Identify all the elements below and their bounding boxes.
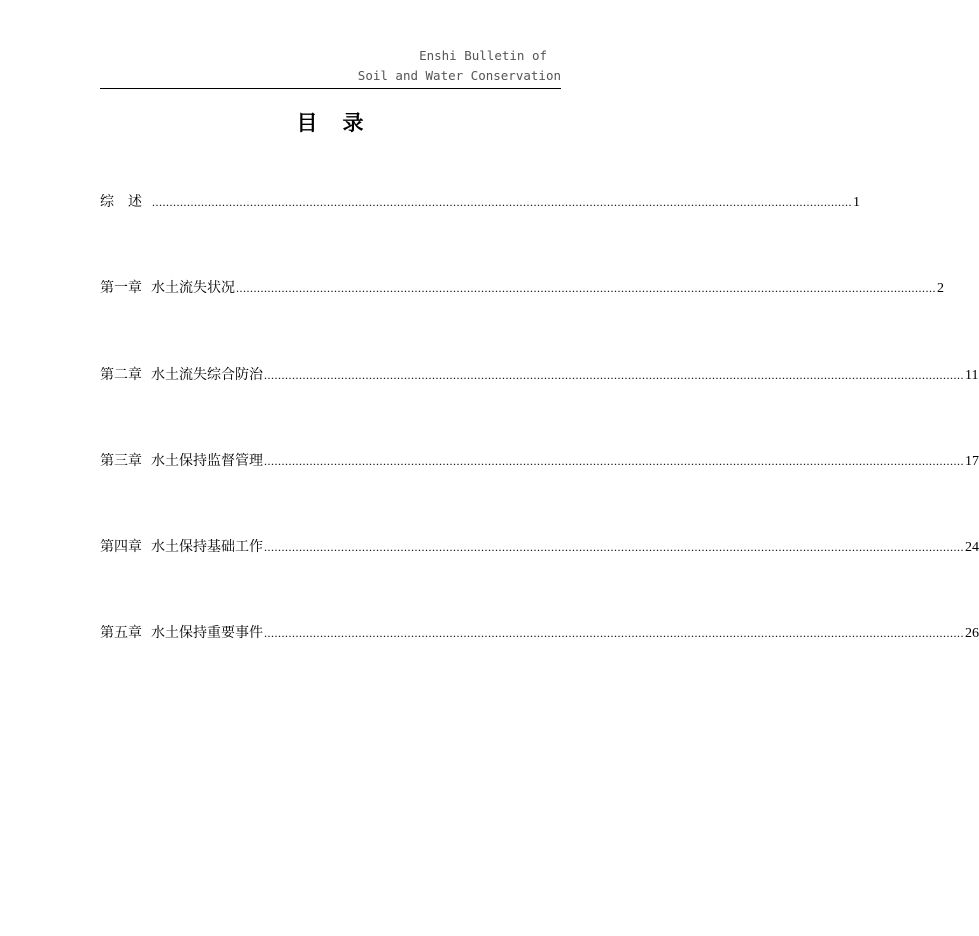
toc-entry-chapter-4[interactable] bbox=[100, 535, 979, 559]
toc-leader-dots: ........................................................................................................................................................................................................ bbox=[264, 540, 964, 554]
running-header bbox=[100, 46, 561, 86]
toc-leader-dots: ........................................................................................................................................................................................................ bbox=[264, 454, 964, 468]
toc-entry-chapter: 第四章 bbox=[100, 539, 142, 555]
toc-entry-title: 水土保持重要事件 bbox=[151, 625, 263, 641]
toc-leader-dots: ........................................................................................................................................................................................................ bbox=[236, 281, 936, 295]
toc-entry-label bbox=[100, 621, 263, 645]
header-rule bbox=[100, 88, 561, 89]
toc-entry-overview[interactable] bbox=[100, 190, 860, 214]
toc-leader-dots: ........................................................................................................................................................................................................ bbox=[264, 368, 964, 382]
toc-entry-chapter: 第三章 bbox=[100, 453, 142, 469]
page-title: 目 录 bbox=[296, 111, 366, 135]
toc-entry-chapter: 第一章 bbox=[100, 280, 142, 296]
toc-entry-chapter-2[interactable] bbox=[100, 363, 979, 387]
toc-entry-chapter: 第二章 bbox=[100, 367, 142, 383]
toc-entry-title: 水土流失综合防治 bbox=[151, 367, 263, 383]
toc-entry-page: 26 bbox=[965, 626, 979, 641]
toc-entry-title: 水土保持监督管理 bbox=[151, 453, 263, 469]
toc-entry-label bbox=[100, 190, 151, 214]
toc-entry-label bbox=[100, 276, 235, 300]
toc-entry-title: 水土保持基础工作 bbox=[151, 539, 263, 555]
toc-entry-page: 1 bbox=[853, 195, 860, 210]
toc-entry-page: 2 bbox=[937, 281, 944, 296]
toc-entry-page: 11 bbox=[965, 368, 979, 383]
toc-entry-page: 24 bbox=[965, 540, 979, 555]
toc-leader-dots: ........................................................................................................................................................................................................ bbox=[152, 195, 852, 209]
toc-entry-chapter: 综 述 bbox=[100, 194, 142, 210]
toc-entry-label bbox=[100, 449, 263, 473]
toc-leader-dots: ........................................................................................................................................................................................................ bbox=[264, 626, 964, 640]
toc-entry-title: 水土流失状况 bbox=[151, 280, 235, 296]
header-line-1: Enshi Bulletin of bbox=[419, 48, 547, 63]
toc-entry-label bbox=[100, 363, 263, 387]
header-line-2: Soil and Water Conservation bbox=[357, 68, 561, 83]
toc-entry-chapter-3[interactable] bbox=[100, 449, 979, 473]
toc-entry-page: 17 bbox=[965, 454, 979, 469]
toc-entry-chapter: 第五章 bbox=[100, 625, 142, 641]
toc-entry-label bbox=[100, 535, 263, 559]
toc-entry-chapter-1[interactable] bbox=[100, 276, 944, 300]
toc-entry-chapter-5[interactable] bbox=[100, 621, 979, 645]
